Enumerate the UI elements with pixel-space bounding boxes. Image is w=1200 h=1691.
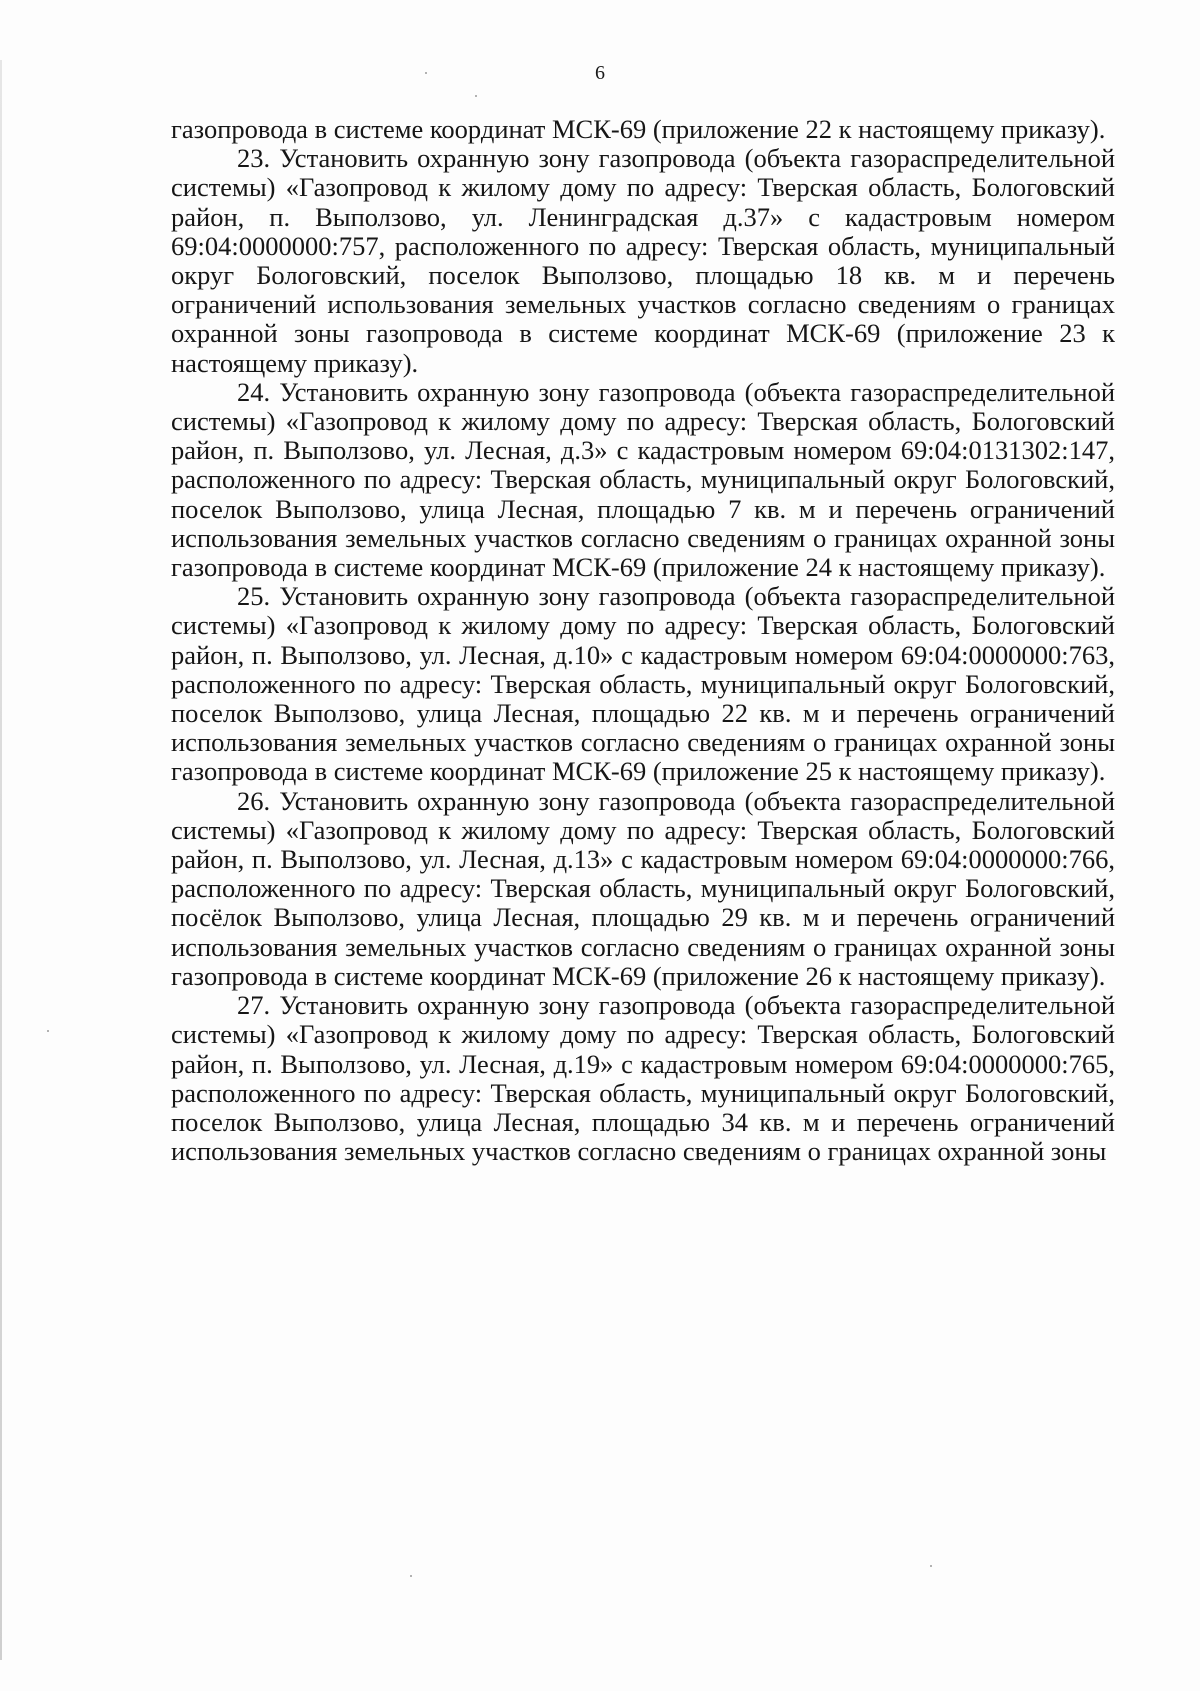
scan-speck xyxy=(425,72,427,74)
scan-speck xyxy=(475,95,477,97)
paragraph-continuation: газопровода в системе координат МСК-69 (приложение 22 к настоящему приказу). xyxy=(171,114,1106,144)
paragraph-item-27: 27. Установить охранную зону газопровода (объекта газораспределительной системы) «Газопровод к жилому дому по адресу: Тверская область, Бологовский район, п. Выползово, ул. Лесная, д.19» с кадастровым номером 69:04:0000000:765, расположенного по адресу: Тверская область, муниципальный округ Бологовский, поселок Выползово, улица Лесная, площадью 34 кв. м и перечень ограничений использования земельных участков согласно сведениям о границах охранной зоны xyxy=(171,990,1115,1167)
paragraph-item-24: 24. Установить охранную зону газопровода (объекта газораспределительной системы) «Газопровод к жилому дому по адресу: Тверская область, Бологовский район, п. Выползово, ул. Лесная, д.3» с кадастровым номером 69:04:0131302:147, расположенного по адресу: Тверская область, муниципальный округ Бологовский, поселок Выползово, улица Лесная, площадью 7 кв. м и перечень ограничений использования земельных участков согласно сведениям о границах охранной зоны газопровода в системе координат МСК-69 (приложение 24 к настоящему приказу). xyxy=(171,376,1115,583)
scan-edge xyxy=(0,60,2,1660)
scan-speck xyxy=(930,1565,932,1567)
scan-speck xyxy=(47,1030,49,1032)
document-body xyxy=(171,115,1115,1166)
page-number: 6 xyxy=(595,62,605,84)
paragraph-item-23: 23. Установить охранную зону газопровода (объекта газораспределительной системы) «Газопровод к жилому дому по адресу: Тверская область, Бологовский район, п. Выползово, ул. Ленинградская д.37» с кадастровым номером 69:04:0000000:757, расположенного по адресу: Тверская область, муниципальный округ Бологовский, поселок Выползово, площадью 18 кв. м и перечень ограничений использования земельных участков согласно сведениям о границах охранной зоны газопровода в системе координат МСК-69 (приложение 23 к настоящему приказу). xyxy=(171,143,1115,378)
scan-speck xyxy=(410,1575,412,1577)
paragraph-item-26: 26. Установить охранную зону газопровода (объекта газораспределительной системы) «Газопровод к жилому дому по адресу: Тверская область, Бологовский район, п. Выползово, ул. Лесная, д.13» с кадастровым номером 69:04:0000000:766, расположенного по адресу: Тверская область, муниципальный округ Бологовский, посёлок Выползово, улица Лесная, площадью 29 кв. м и перечень ограничений использования земельных участков согласно сведениям о границах охранной зоны газопровода в системе координат МСК-69 (приложение 26 к настоящему приказу). xyxy=(171,785,1115,991)
paragraph-item-25: 25. Установить охранную зону газопровода (объекта газораспределительной системы) «Газопровод к жилому дому по адресу: Тверская область, Бологовский район, п. Выползово, ул. Лесная, д.10» с кадастровым номером 69:04:0000000:763, расположенного по адресу: Тверская область, муниципальный округ Бологовский, поселок Выползово, улица Лесная, площадью 22 кв. м и перечень ограничений использования земельных участков согласно сведениям о границах охранной зоны газопровода в системе координат МСК-69 (приложение 25 к настоящему приказу). xyxy=(171,581,1115,787)
